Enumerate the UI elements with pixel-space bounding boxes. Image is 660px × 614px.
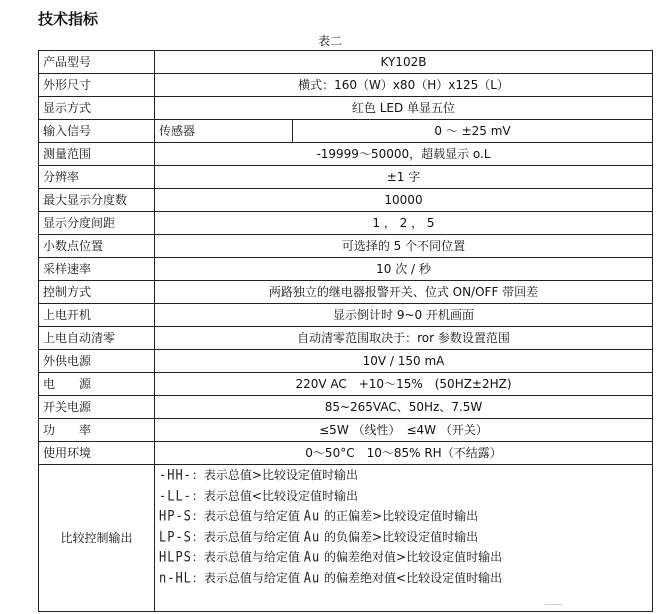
compare-output-row [39, 465, 653, 612]
row-value: 可选择的 5 个不同位置 [155, 235, 653, 258]
row-label: 输入信号 [39, 120, 155, 143]
row-value: 横式：160（W）x80（H）x125（L） [155, 74, 653, 97]
row-label: 显示分度间距 [39, 212, 155, 235]
row-value: 10000 [155, 189, 653, 212]
table-row [39, 281, 653, 304]
row-label: 外形尺寸 [39, 74, 155, 97]
row-value: -19999～50000，超载显示 o.L [155, 143, 653, 166]
table-row [39, 373, 653, 396]
item-text: 的偏差绝对值<比较设定值时输出 [324, 570, 503, 585]
item-text: ：表示总值<比较设定值时输出 [191, 488, 358, 503]
row-label: 开关电源 [39, 396, 155, 419]
row-value: 85~265VAC、50Hz、7.5W [155, 396, 653, 419]
segment-code: n-HL [159, 569, 192, 586]
row-label: 小数点位置 [39, 235, 155, 258]
table-row [39, 97, 653, 120]
row-label: 功 率 [39, 419, 155, 442]
list-item [159, 527, 648, 548]
table-caption: 表二 [317, 34, 342, 48]
table-row [39, 235, 653, 258]
table-row [39, 419, 653, 442]
row-label: 产品型号 [39, 51, 155, 74]
row-label: 显示方式 [39, 97, 155, 120]
row-label: 上电自动清零 [39, 327, 155, 350]
row-value: 10V / 150 mA [155, 350, 653, 373]
table-row [39, 120, 653, 143]
row-label: 采样速率 [39, 258, 155, 281]
item-prefix: ：表示总值与给定值 [191, 570, 300, 585]
row-label: 控制方式 [39, 281, 155, 304]
table-row [39, 327, 653, 350]
segment-au: Au [303, 548, 321, 566]
table-row [39, 442, 653, 465]
table-row [39, 189, 653, 212]
row-label: 使用环境 [39, 442, 155, 465]
row-value: 220V AC +10～15% (50HZ±2HZ) [155, 373, 653, 396]
table-row [39, 258, 653, 281]
segment-au: Au [303, 569, 321, 586]
spec-table [38, 50, 653, 612]
table-row [39, 51, 653, 74]
row-value: 0～50°C 10～85% RH（不结露） [155, 442, 653, 465]
item-prefix: ：表示总值与给定值 [191, 509, 300, 523]
row-value: 0 ～ ±25 mV [293, 120, 653, 143]
table-row [39, 74, 653, 97]
item-text: 的负偏差>比较设定值时输出 [324, 529, 479, 544]
row-label: 分辨率 [39, 166, 155, 189]
row-value: 红色 LED 单显五位 [155, 97, 653, 120]
row-sub-label: 传感器 [155, 120, 293, 143]
decorative-mark [545, 604, 563, 605]
segment-code: HLPS [159, 548, 192, 566]
row-label: 电 源 [39, 373, 155, 396]
row-label: 最大显示分度数 [39, 189, 155, 212]
list-item [159, 506, 648, 527]
table-row [39, 396, 653, 419]
row-label: 测量范围 [39, 143, 155, 166]
row-label: 外供电源 [39, 350, 155, 373]
list-item [159, 465, 648, 486]
item-prefix: ：表示总值与给定值 [191, 550, 300, 564]
table-row [39, 143, 653, 166]
segment-au: Au [303, 528, 321, 545]
compare-output-list [155, 465, 653, 612]
table-row [39, 304, 653, 327]
item-text: ：表示总值>比较设定值时输出 [191, 468, 358, 482]
item-text: 的偏差绝对值>比较设定值时输出 [324, 550, 503, 564]
table-row [39, 166, 653, 189]
table-row [39, 212, 653, 235]
row-label: 上电开机 [39, 304, 155, 327]
segment-code: HP-S [159, 507, 192, 525]
segment-au: Au [303, 507, 321, 525]
list-item [159, 547, 648, 568]
row-value: 显示倒计时 9~0 开机画面 [155, 304, 653, 327]
item-text: 的正偏差>比较设定值时输出 [324, 509, 479, 523]
segment-code: -LL- [159, 487, 192, 504]
row-value: 自动清零范围取决于：ror 参数设置范围 [155, 327, 653, 350]
row-value: 1 ， 2 ， 5 [155, 212, 653, 235]
row-value: ≤5W （线性） ≤4W （开关） [155, 419, 653, 442]
list-item [159, 486, 648, 507]
row-value: ±1 字 [155, 166, 653, 189]
row-value: KY102B [155, 51, 653, 74]
compare-output-label: 比较控制输出 [39, 465, 155, 612]
section-heading: 技术指标 [38, 10, 99, 28]
item-prefix: ：表示总值与给定值 [191, 529, 300, 544]
segment-code: -HH- [159, 466, 192, 484]
segment-code: LP-S [159, 528, 192, 545]
row-value: 10 次 / 秒 [155, 258, 653, 281]
list-item [159, 568, 648, 589]
table-row [39, 350, 653, 373]
row-value: 两路独立的继电器报警开关、位式 ON/OFF 带回差 [155, 281, 653, 304]
